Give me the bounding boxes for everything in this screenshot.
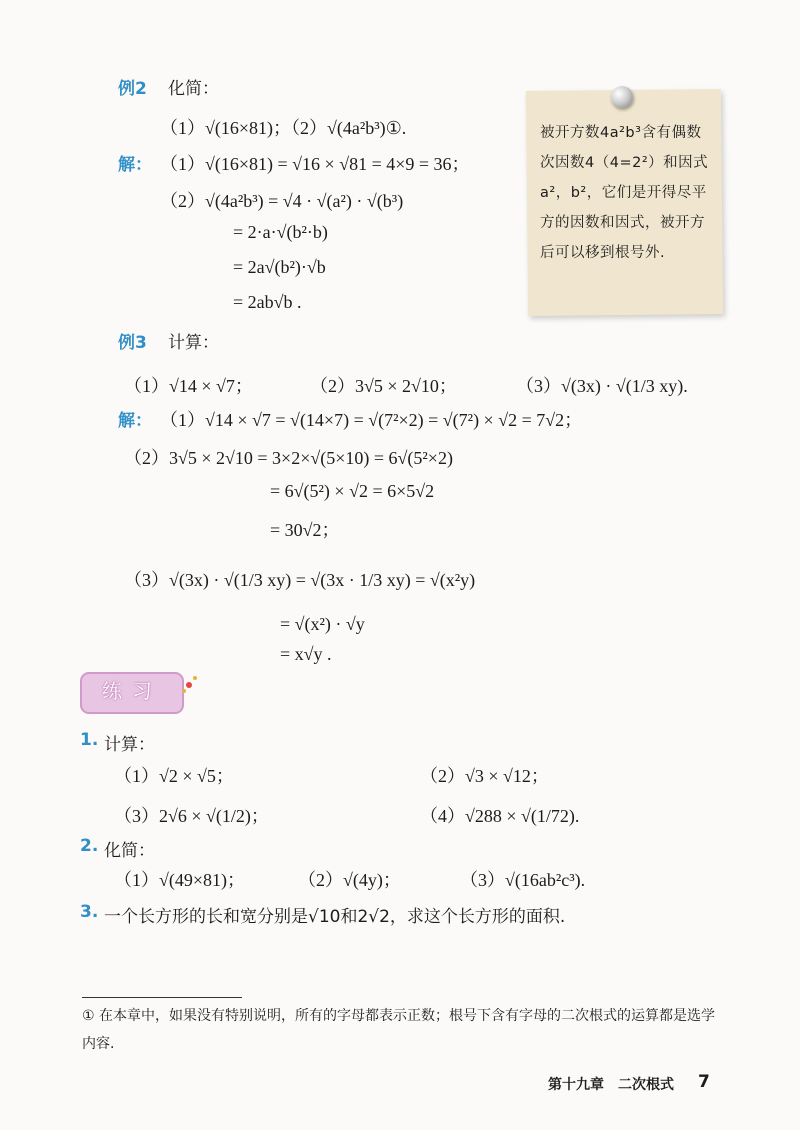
example3-label: 例3 <box>118 333 147 353</box>
example3-problem-3: （3）√(3x) · √(1/3 xy). <box>516 376 688 396</box>
q3-number: 3. <box>80 902 99 922</box>
exercise-banner-label: 练习 <box>102 679 162 703</box>
q2-item-2: （2）√(4y)； <box>298 870 401 890</box>
q1-item-3: （3）2√6 × √(1/2)； <box>114 806 269 826</box>
q1-item-2: （2）√3 × √12； <box>420 766 549 786</box>
footnote-divider <box>82 997 242 998</box>
example2-solution-label: 解： <box>118 155 152 175</box>
footnote-text: ① 在本章中，如果没有特别说明，所有的字母都表示正数；根号下含有字母的二次根式的运算都是选学内容. <box>82 1008 715 1052</box>
example3-solution-label: 解： <box>118 411 152 431</box>
q2-item-1: （1）√(49×81)； <box>114 870 246 890</box>
example2-label: 例2 <box>118 79 147 99</box>
example2-solution-1: （1）√(16×81) = √16 × √81 = 4×9 = 36； <box>160 154 470 174</box>
example3-problem-2: （2）3√5 × 2√10； <box>310 376 457 396</box>
q2-number: 2. <box>80 836 99 856</box>
example3-solution-3-line2: = √(x²) · √y <box>280 614 365 634</box>
example2-solution-2-line1: （2）√(4a²b³) = √4 · √(a²) · √(b³) <box>160 191 404 211</box>
example2-title: 化简： <box>168 79 219 99</box>
q2-item-3: （3）√(16ab²c³). <box>460 870 586 890</box>
example3-solution-3-line3: = x√y . <box>280 644 332 664</box>
example3-solution-2-line2: = 6√(5²) × √2 = 6×5√2 <box>270 481 435 501</box>
example2-solution-2-line4: = 2ab√b . <box>233 292 302 312</box>
example2-problem: （1）√(16×81)；（2）√(4a²b³)①. <box>160 118 407 138</box>
pushpin-icon <box>611 86 633 108</box>
example3-solution-2-line1: （2）3√5 × 2√10 = 3×2×√(5×10) = 6√(5²×2) <box>124 448 453 468</box>
page-number: 7 <box>698 1072 710 1092</box>
example3-solution-2-line3: = 30√2； <box>270 520 340 540</box>
example3-title: 计算： <box>168 333 219 353</box>
example3-problem-1: （1）√14 × √7； <box>124 376 253 396</box>
q2-title: 化简： <box>104 841 155 861</box>
q3-text: 一个长方形的长和宽分别是√10和2√2，求这个长方形的面积. <box>104 907 566 927</box>
example2-solution-2-line2: = 2·a·√(b²·b) <box>233 222 328 242</box>
chapter-footer: 第十九章 二次根式 <box>548 1077 674 1093</box>
q1-item-4: （4）√288 × √(1/72). <box>420 806 580 826</box>
q1-title: 计算： <box>104 735 155 755</box>
example3-solution-1: （1）√14 × √7 = √(14×7) = √(7²×2) = √(7²) × √2 = 7√2； <box>160 410 583 430</box>
example2-solution-2-line3: = 2a√(b²)·√b <box>233 257 326 277</box>
side-note-text: 被开方数4a²b³含有偶数次因数4（4=2²）和因式a²，b²，它们是开得尽平方的因数和因式，被开方后可以移到根号外. <box>540 125 709 261</box>
example3-solution-3-line1: （3）√(3x) · √(1/3 xy) = √(3x · 1/3 xy) = √(x²y) <box>124 570 476 590</box>
q1-item-1: （1）√2 × √5； <box>114 766 234 786</box>
q1-number: 1. <box>80 730 99 750</box>
